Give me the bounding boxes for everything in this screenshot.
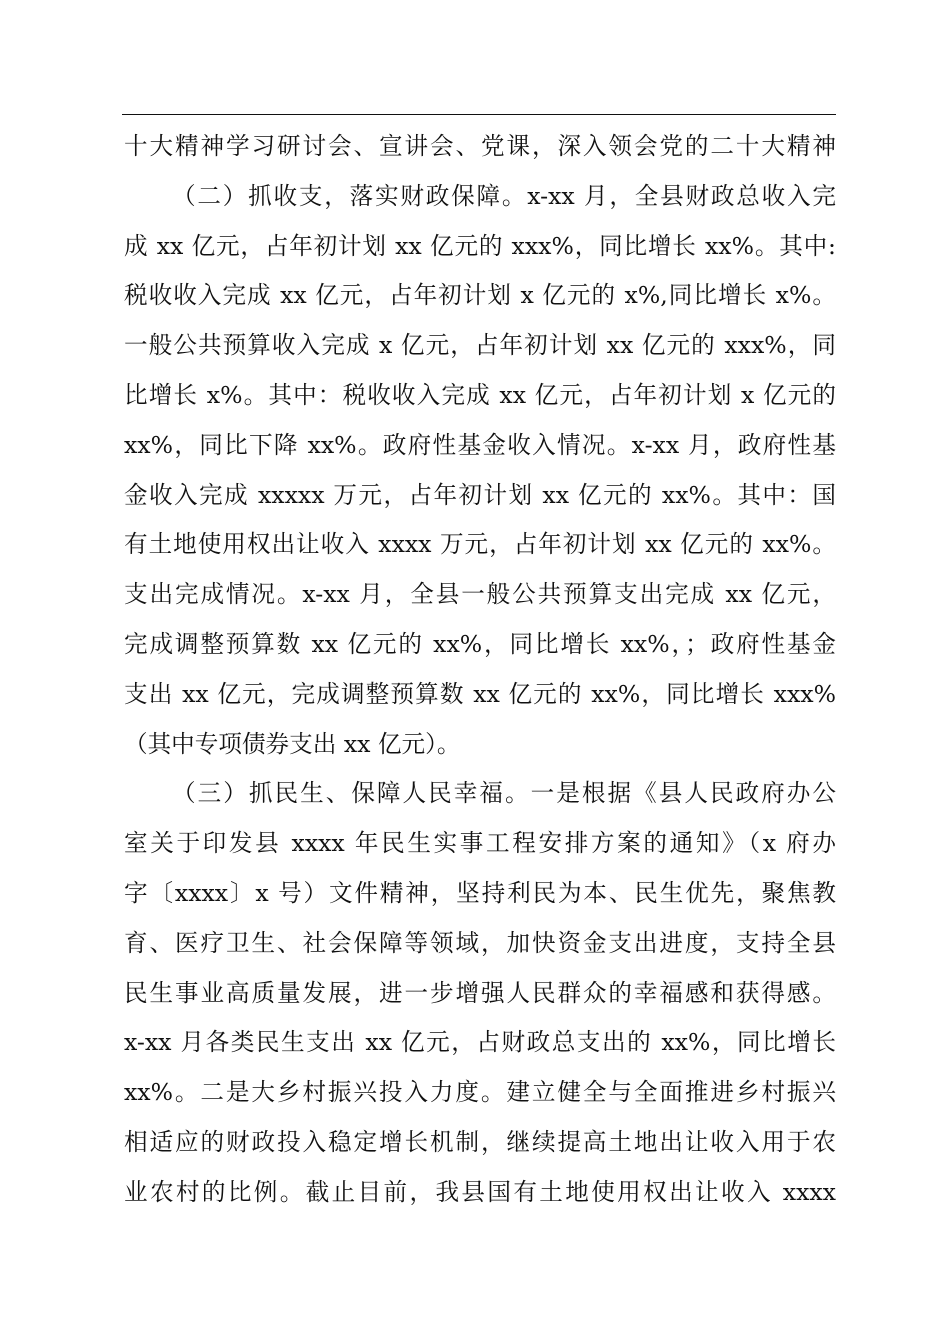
- text-line: xx%。二是大乡村振兴投入力度。建立健全与全面推进乡村振兴: [124, 1078, 836, 1107]
- paragraph-2-start: （二）抓收支，落实财政保障。x-xx 月，全县财政总收入完: [172, 181, 836, 210]
- text-line: 支出 xx 亿元，完成调整预算数 xx 亿元的 xx%，同比增长 xxx%: [124, 679, 836, 708]
- header-rule: [122, 114, 836, 115]
- text-line: 支出完成情况。x-xx 月，全县一般公共预算支出完成 xx 亿元，: [124, 580, 836, 609]
- text-line: 有土地使用权出让收入 xxxx 万元，占年初计划 xx 亿元的 xx%。: [124, 530, 836, 559]
- text-line: xx%，同比下降 xx%。政府性基金收入情况。x-xx 月，政府性基: [124, 430, 836, 459]
- text-line: 税收收入完成 xx 亿元，占年初计划 x 亿元的 x%,同比增长 x%。: [124, 281, 836, 310]
- text-line: 完成调整预算数 xx 亿元的 xx%，同比增长 xx%，；政府性基金: [124, 629, 836, 658]
- text-line: 字〔xxxx〕x 号）文件精神，坚持利民为本、民生优先，聚焦教: [124, 878, 836, 907]
- text-line: 成 xx 亿元，占年初计划 xx 亿元的 xxx%，同比增长 xx%。其中:: [124, 231, 836, 260]
- text-line: 金收入完成 xxxxx 万元，占年初计划 xx 亿元的 xx%。其中：国: [124, 480, 836, 509]
- text-line: x-xx 月各类民生支出 xx 亿元，占财政总支出的 xx%，同比增长: [124, 1028, 836, 1057]
- text-line: 育、医疗卫生、社会保障等领域，加快资金支出进度，支持全县: [124, 928, 836, 957]
- body-text: [124, 122, 836, 1218]
- text-line: 民生事业高质量发展，进一步增强人民群众的幸福感和获得感。: [124, 978, 836, 1007]
- text-line: 比增长 x%。其中：税收收入完成 xx 亿元，占年初计划 x 亿元的: [124, 380, 836, 409]
- paragraph-3-start: （三）抓民生、保障人民幸福。一是根据《县人民政府办公: [172, 779, 836, 808]
- text-line: 室关于印发县 xxxx 年民生实事工程安排方案的通知》（x 府办: [124, 829, 836, 858]
- text-line: 一般公共预算收入完成 x 亿元，占年初计划 xx 亿元的 xxx%，同: [124, 331, 836, 360]
- text-line: 相适应的财政投入稳定增长机制，继续提高土地出让收入用于农: [124, 1127, 836, 1156]
- paragraph-2-end: （其中专项债券支出 xx 亿元）。: [124, 729, 461, 758]
- text-line: 业农村的比例。截止目前，我县国有土地使用权出让收入 xxxx: [124, 1177, 836, 1206]
- text-line: 十大精神学习研讨会、宣讲会、党课，深入领会党的二十大精神: [124, 132, 836, 160]
